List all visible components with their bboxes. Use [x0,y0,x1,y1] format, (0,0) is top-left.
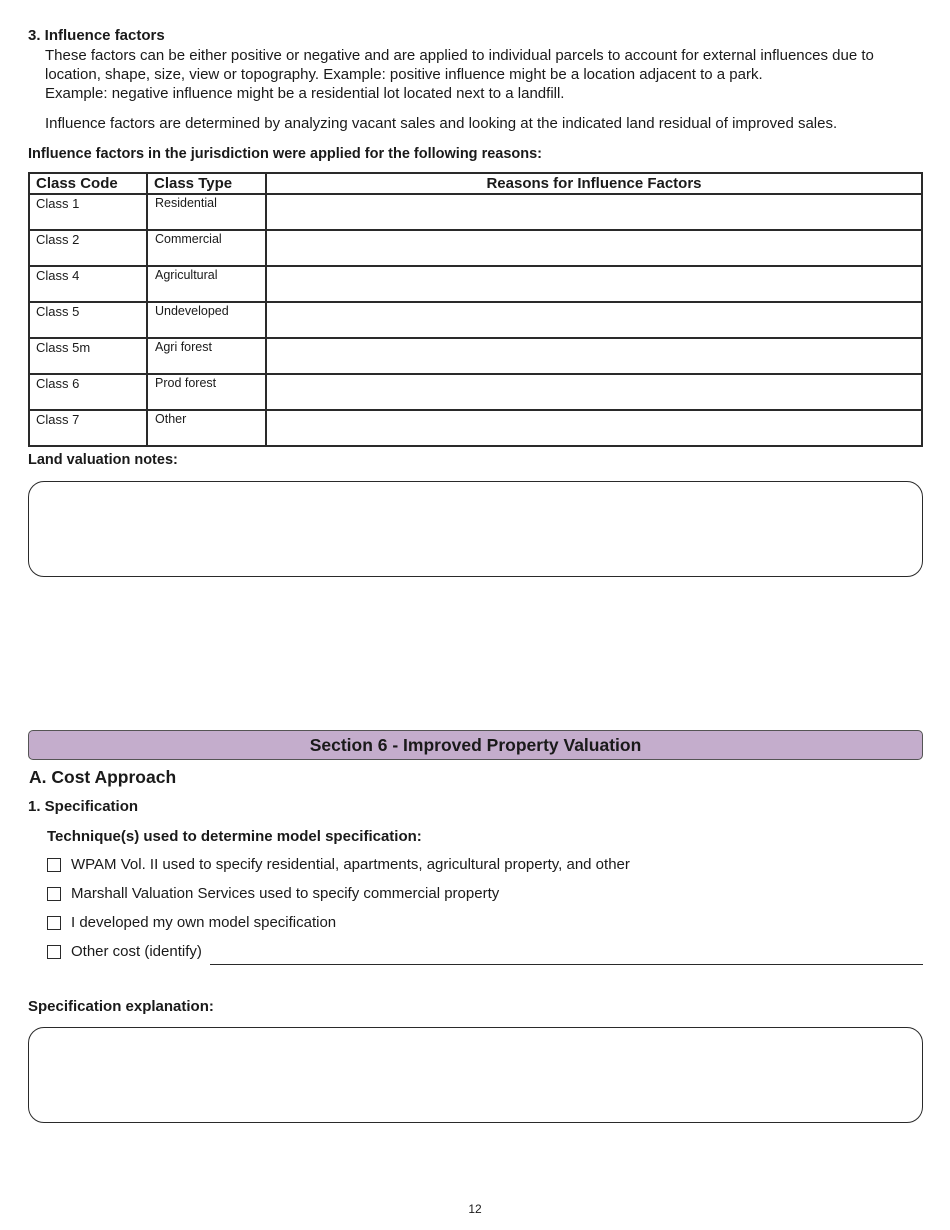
class-code-cell: Class 1 [29,194,147,230]
table-row [29,194,922,230]
table-row [29,302,922,338]
class-code-cell: Class 5m [29,338,147,374]
class-type-cell: Prod forest [147,374,266,410]
other-cost-input[interactable] [210,964,923,965]
influence-description-line: These factors can be either positive or negative and are applied to individual parcels to account for external influences due to [45,47,874,64]
option-label: Other cost (identify) [71,943,202,960]
reason-input-cell[interactable] [266,374,922,410]
option-own-model[interactable] [47,914,336,931]
option-other-cost[interactable] [47,943,202,960]
reason-input-cell[interactable] [266,230,922,266]
option-marshall[interactable] [47,885,499,902]
class-type-cell: Agricultural [147,266,266,302]
class-type-cell: Commercial [147,230,266,266]
reason-input-cell[interactable] [266,194,922,230]
class-code-cell: Class 7 [29,410,147,446]
class-type-cell: Undeveloped [147,302,266,338]
class-type-cell: Residential [147,194,266,230]
reason-input-cell[interactable] [266,302,922,338]
class-code-cell: Class 5 [29,302,147,338]
class-type-cell: Agri forest [147,338,266,374]
cost-approach-heading: A. Cost Approach [29,767,177,787]
reason-input-cell[interactable] [266,266,922,302]
influence-determination-text: Influence factors are determined by analyzing vacant sales and looking at the indicated land residual of improved sales. [45,115,838,132]
option-label: Marshall Valuation Services used to specify commercial property [71,885,500,902]
class-type-cell: Other [147,410,266,446]
influence-description-line: Example: negative influence might be a residential lot located next to a landfill. [45,85,565,102]
class-code-cell: Class 6 [29,374,147,410]
influence-description-line: location, shape, size, view or topography. Example: positive influence might be a location adjacent to a park. [45,66,763,83]
specification-heading: 1. Specification [28,798,139,815]
reason-input-cell[interactable] [266,338,922,374]
option-label: I developed my own model specification [71,914,337,931]
class-type-header: Class Type [147,173,266,194]
technique-label: Technique(s) used to determine model specification: [47,828,422,845]
influence-factors-table [28,172,923,447]
influence-table-intro: Influence factors in the jurisdiction were applied for the following reasons: [28,146,543,162]
class-code-cell: Class 4 [29,266,147,302]
land-valuation-notes-label: Land valuation notes: [28,452,178,468]
page-number: 12 [468,1202,482,1216]
table-row [29,338,922,374]
class-code-cell: Class 2 [29,230,147,266]
specification-explanation-label: Specification explanation: [28,998,214,1015]
wpam-checkbox[interactable] [47,858,61,872]
specification-explanation-field[interactable] [28,1027,923,1123]
influence-factors-heading: 3. Influence factors [28,27,165,44]
own-model-checkbox[interactable] [47,916,61,930]
option-wpam[interactable] [47,856,630,873]
section-6-banner: Section 6 - Improved Property Valuation [28,730,923,760]
table-header-row [29,173,922,194]
table-row [29,410,922,446]
land-valuation-notes-field[interactable] [28,481,923,577]
other-cost-checkbox[interactable] [47,945,61,959]
marshall-checkbox[interactable] [47,887,61,901]
option-label: WPAM Vol. II used to specify residential, apartments, agricultural property, and other [71,856,630,873]
reason-input-cell[interactable] [266,410,922,446]
table-row [29,374,922,410]
reasons-header: Reasons for Influence Factors [266,173,922,194]
class-code-header: Class Code [29,173,147,194]
influence-description [45,46,935,103]
table-row [29,266,922,302]
table-row [29,230,922,266]
